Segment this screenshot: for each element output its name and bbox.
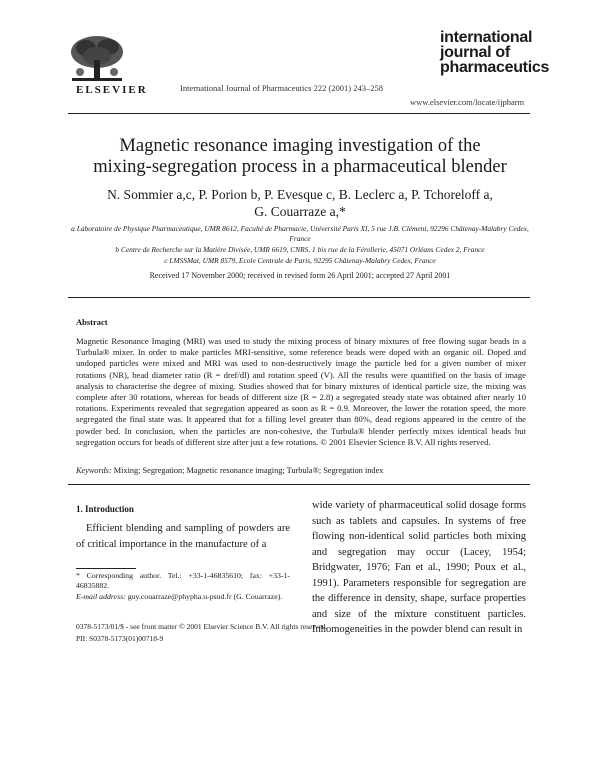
corresponding-author-note: * Corresponding author. Tel.: +33-1-46835610; fax: +33-1-46835882. — [76, 571, 290, 590]
abstract-bottom-rule — [68, 484, 530, 485]
header-rule — [68, 113, 530, 114]
title-line: mixing-segregation process in a pharmaceutical blender — [93, 157, 507, 177]
email-address[interactable]: guy.couarraze@phypha.u-psud.fr (G. Couarraze). — [127, 592, 283, 601]
keywords-label: Keywords: — [76, 466, 112, 475]
journal-title-line: international — [440, 29, 533, 46]
journal-url[interactable]: www.elsevier.com/locate/ijpharm — [410, 97, 525, 107]
journal-title — [440, 30, 580, 75]
keywords-list: Mixing; Segregation; Magnetic resonance imaging; Turbula®; Segregation index — [113, 466, 384, 475]
email-note — [76, 592, 290, 602]
authors-line: N. Sommier a,c, P. Porion b, P. Evesque c, B. Leclerc a, P. Tchoreloff a, — [107, 187, 493, 202]
journal-citation: International Journal of Pharmaceutics 222 (2001) 243–258 — [180, 83, 384, 93]
journal-title-line: pharmaceutics — [440, 59, 550, 76]
abstract-top-rule — [68, 297, 530, 298]
issn-line: 0378-5173/01/$ - see front matter © 2001 Elsevier Science B.V. All rights reserved. — [76, 622, 328, 631]
affiliation-b: b Centre de Recherche sur la Matière Divisée, UMR 6619, CNRS, 1 bis rue de la Férollerie, 45071 Orléans Cedex 2, France — [115, 245, 485, 254]
article-title — [80, 136, 520, 178]
footnote-rule — [76, 568, 136, 569]
pii-line: PII: S0378-5173(01)00718-9 — [76, 634, 164, 643]
abstract-text: Magnetic Resonance Imaging (MRI) was used to study the mixing process of binary mixtures of free flowing sugar beads in a Turbula® mixer. In order to make particles MRI-sensitive, some reference beads were doped with an organic oil. Doped and undoped particles were mixed and MRI was used to non-destructively image the particle bed for a given number of mixer rotations (NR), bead diameter ratio (R = dref/dl) and rotation speed (V). All the results were quantified on the basis of image analysis to characterise the degree of mixing. Studies showed that for binary mixtures of identical particle size, the mixing was complete after 30 rotations, whereas for beads of different size (R = 2.8) a segregated steady state was obtained after nearly 10 rotations. Experiments revealed that segregation appeared as soon as R = 0.9. Moreover, the lower the rotation speed, the more segregated the final state was. It appeared that for a filling level greater than 80%, dead regions appeared in the centre of the powder bed. In conclusion, when the particles are non-cohesive, the Turbula® blender perfectly mixes identical beads but segregation occurs for beads of different size after just a few rotations. © 2001 Elsevier Science B.V. All rights reserved. — [76, 336, 526, 447]
title-line: Magnetic resonance imaging investigation of the — [119, 136, 481, 156]
affiliation-c: c LMSSMat, UMR 8579, Ecole Centrale de Paris, 92295 Châtenay-Malabry Cedex, France — [164, 256, 436, 265]
introduction-right-column: wide variety of pharmaceutical solid dosage forms such as tablets and capsules. In systems of free flowing non-identical solid particles both mixing and segregation may occur (Lacey, 1954; Bridgwater, 1976; Fan et al., 1990; Poux et al., 1991). Parameters responsible for segregation are the difference in density, shape, surface properties and size of the mixture constituent particles. Inhomogeneities in the powder blend can result in — [312, 500, 526, 635]
publisher-name: ELSEVIER — [76, 84, 148, 96]
email-label: E-mail address: — [76, 592, 126, 601]
section-heading-introduction: 1. Introduction — [76, 504, 134, 514]
abstract-heading: Abstract — [76, 317, 108, 327]
author-list — [80, 186, 520, 220]
elsevier-tree-logo — [66, 34, 128, 84]
received-dates: Received 17 November 2000; received in revised form 26 April 2001; accepted 27 April 2001 — [149, 271, 451, 280]
keywords — [76, 466, 383, 475]
authors-line: G. Couarraze a,* — [254, 204, 346, 219]
journal-title-line: journal of — [440, 44, 510, 61]
introduction-left-column: Efficient blending and sampling of powders are of critical importance in the manufacture of a — [76, 523, 290, 550]
affiliation-a: a Laboratoire de Physique Pharmaceutique, UMR 8612, Faculté de Pharmacie, Université Paris XI, 5 rue J.B. Clément, 92296 Châtenay-Malabry Cedex, France — [71, 224, 529, 243]
